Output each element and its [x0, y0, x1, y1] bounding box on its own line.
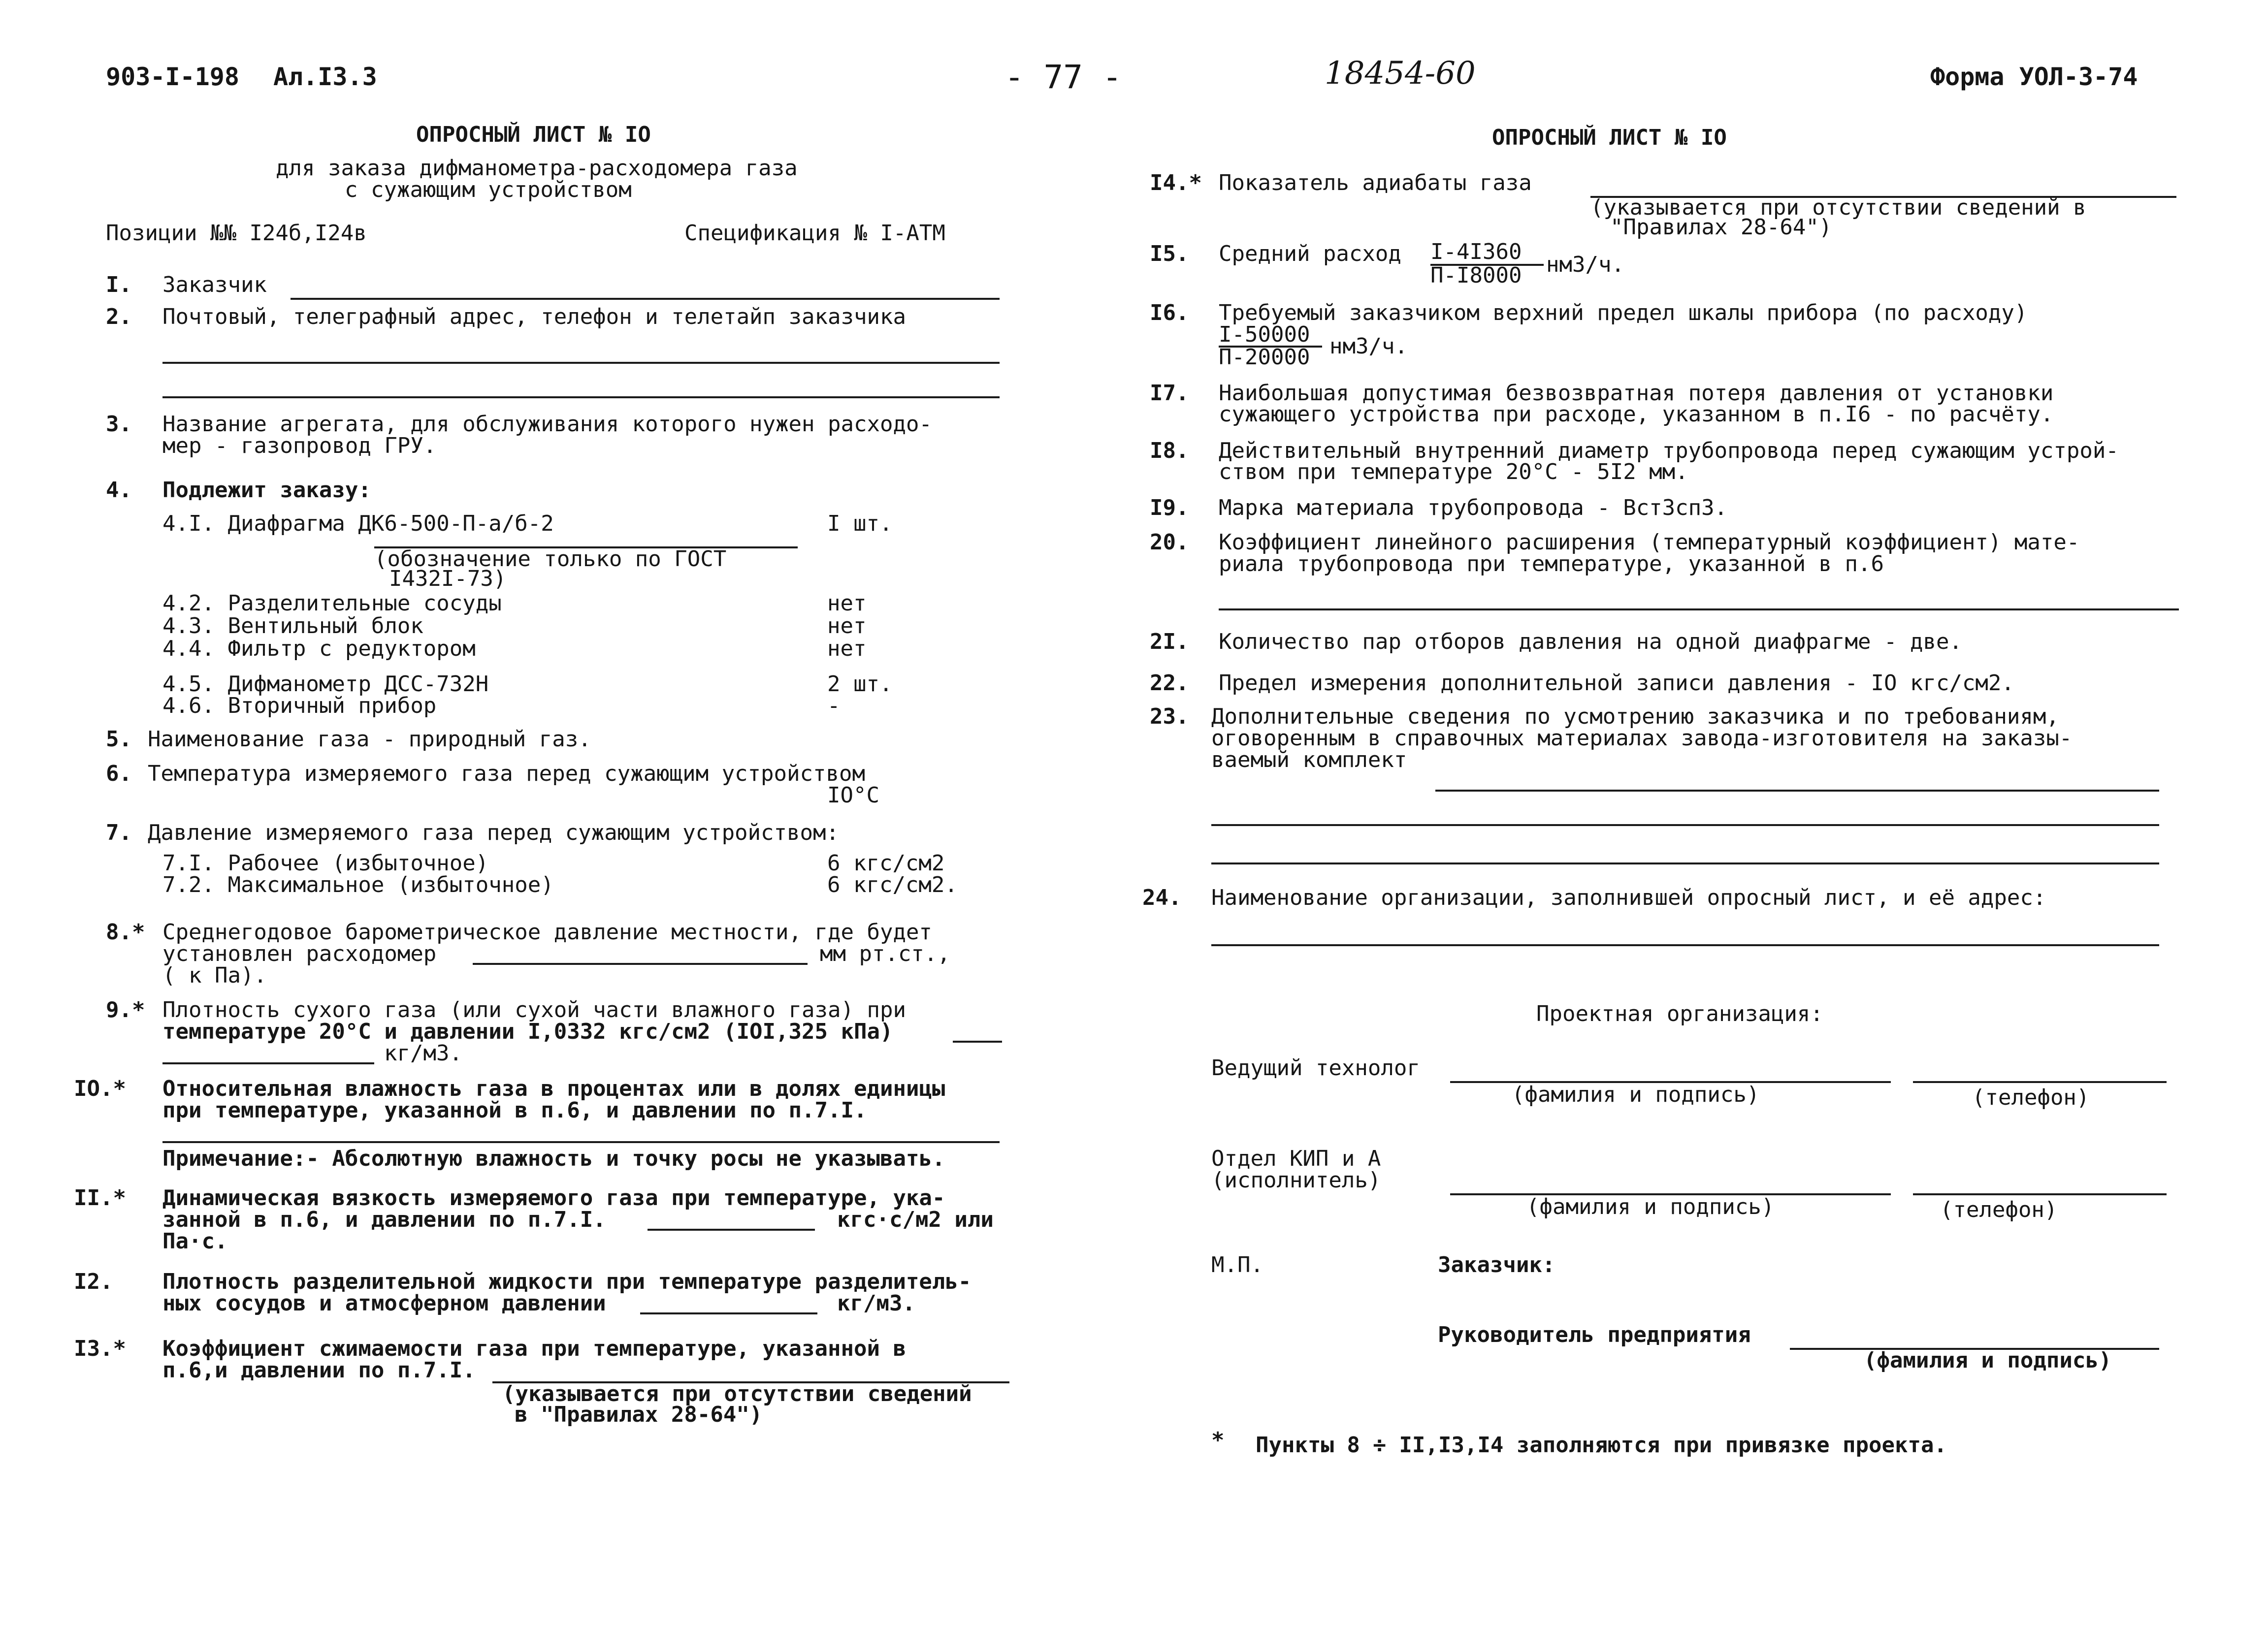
item-23-fill-line-1: [1435, 790, 2159, 792]
item-20-line-1: Коэффициент линейного расширения (температурный коэффициент) мате-: [1219, 530, 2080, 555]
item-1-fill-line: [291, 298, 1000, 300]
project-org: Проектная организация:: [1536, 1001, 1823, 1026]
item-19-number: I9.: [1150, 495, 1189, 520]
item-23-line-2: оговоренным в справочных материалах завода-изготовителя на заказы-: [1211, 726, 2073, 751]
item-4-1-label: 4.I. Диафрагма ДК6-500-П-а/б-2: [162, 511, 554, 536]
item-15-value-1: I-4I360: [1430, 239, 1522, 264]
item-16-number: I6.: [1150, 300, 1189, 325]
item-10-line-1: Относительная влажность газа в процентах или в долях единицы: [162, 1076, 945, 1101]
item-17-number: I7.: [1150, 381, 1189, 406]
item-4-2-qty: нет: [827, 591, 867, 616]
item-22-text: Предел измерения дополнительной записи давления - IO кгс/см2.: [1219, 670, 2014, 696]
item-6-value: IO°C: [827, 783, 879, 808]
item-10-number: IO.*: [74, 1076, 126, 1101]
item-20-fill-line: [1219, 608, 2179, 610]
item-7-1-label: 7.I. Рабочее (избыточное): [162, 851, 489, 876]
item-15-number: I5.: [1150, 241, 1189, 266]
item-3-number: 3.: [106, 412, 132, 437]
item-10-fill-line: [162, 1141, 1000, 1143]
item-16-text: Требуемый заказчиком верхний предел шкалы прибора (по расходу): [1219, 300, 2028, 325]
item-5-number: 5.: [106, 727, 132, 752]
item-9-number: 9.*: [106, 997, 145, 1022]
item-3-line-2: мер - газопровод ГРУ.: [162, 433, 437, 458]
item-12-line-1: Плотность разделительной жидкости при температуре разделитель-: [162, 1269, 972, 1294]
lead-tech-name-caption: (фамилия и подпись): [1512, 1082, 1760, 1107]
head-name-caption: (фамилия и подпись): [1864, 1348, 2112, 1373]
head-of-company: Руководитель предприятия: [1438, 1322, 1751, 1347]
dept-kip: Отдел КИП и А: [1211, 1146, 1381, 1171]
item-4-6-qty: -: [827, 693, 841, 718]
item-9-fill-line-2: [162, 1062, 374, 1064]
item-13-number: I3.*: [74, 1336, 126, 1361]
item-4-3-label: 4.3. Вентильный блок: [162, 613, 423, 638]
item-23-line-3: ваемый комплект: [1211, 747, 1407, 772]
item-2-fill-line-2: [162, 396, 1000, 398]
lead-tech-phone-caption: (телефон): [1972, 1085, 2090, 1110]
item-12-number: I2.: [74, 1269, 113, 1294]
item-11-fill-line: [648, 1229, 815, 1231]
item-4-2-label: 4.2. Разделительные сосуды: [162, 591, 502, 616]
item-10-line-2: при температуре, указанной в п.6, и давлении по п.7.I.: [162, 1098, 867, 1123]
item-4-number: 4.: [106, 478, 132, 503]
item-13-note-2: в "Правилах 28-64"): [515, 1402, 763, 1427]
item-7-2-label: 7.2. Максимальное (избыточное): [162, 872, 554, 897]
item-4-1-note-1: (обозначение только по ГОСТ: [374, 546, 727, 572]
item-2-text: Почтовый, телеграфный адрес, телефон и телетайп заказчика: [162, 304, 906, 329]
item-12-line-2b: кг/м3.: [837, 1291, 915, 1316]
item-1-number: I.: [106, 272, 132, 297]
item-13-line-1: Коэффициент сжимаемости газа при температуре, указанной в: [162, 1336, 906, 1361]
item-8-number: 8.*: [106, 920, 145, 945]
item-14-note-1: (указывается при отсутствии сведений в: [1590, 195, 2086, 220]
item-15-text: Средний расход: [1219, 241, 1401, 266]
item-13-note-1: (указывается при отсутствии сведений: [502, 1381, 972, 1406]
item-12-fill-line: [640, 1312, 817, 1314]
item-23-line-1: Дополнительные сведения по усмотрению заказчика и по требованиям,: [1211, 704, 2059, 729]
item-8-line-2a: установлен расходомер: [162, 941, 437, 966]
item-11-number: II.*: [74, 1185, 126, 1211]
sheet-number: Ал.I3.3: [273, 63, 377, 91]
left-title: ОПРОСНЫЙ ЛИСТ № IO: [416, 122, 651, 147]
item-18-number: I8.: [1150, 438, 1189, 463]
item-21-text: Количество пар отборов давления на одной диафрагме - две.: [1219, 629, 1962, 654]
item-15-unit: нм3/ч.: [1546, 252, 1624, 277]
item-5-text: Наименование газа - природный газ.: [148, 727, 591, 752]
item-15-value-2: П-I8000: [1430, 263, 1522, 288]
item-14-text: Показатель адиабаты газа: [1219, 170, 1532, 195]
dept-phone-line: [1913, 1193, 2167, 1195]
item-1-text: Заказчик: [162, 272, 267, 297]
left-subtitle-1: для заказа дифманометра-расходомера газа: [276, 156, 798, 181]
doc-code: 903-I-198: [106, 63, 239, 91]
customer-label: Заказчик:: [1438, 1252, 1555, 1277]
item-4-4-label: 4.4. Фильтр с редуктором: [162, 636, 476, 661]
item-4-6-label: 4.6. Вторичный прибор: [162, 693, 437, 718]
item-16-value-2: П-20000: [1219, 345, 1310, 370]
item-24-text: Наименование организации, заполнившей опросный лист, и её адрес:: [1211, 885, 2046, 910]
item-8-line-3: ( к Па).: [162, 963, 267, 988]
form-code: Форма УОЛ-3-74: [1930, 63, 2138, 91]
item-4-text: Подлежит заказу:: [162, 478, 371, 503]
dept-name-caption: (фамилия и подпись): [1526, 1194, 1775, 1219]
item-4-5-label: 4.5. Дифманометр ДСС-732Н: [162, 671, 489, 697]
item-24-fill-line: [1211, 944, 2159, 946]
item-23-fill-line-2: [1211, 824, 2159, 826]
positions: Позиции №№ I24б,I24в: [106, 221, 367, 246]
item-11-line-2b: кгс·с/м2 или: [837, 1207, 994, 1232]
item-20-number: 20.: [1150, 530, 1189, 555]
item-8-line-2b: мм рт.ст.,: [820, 941, 950, 966]
item-12-line-2a: ных сосудов и атмосферном давлении: [162, 1291, 606, 1316]
item-7-2-value: 6 кгс/см2.: [827, 872, 958, 897]
lead-tech-phone-line: [1913, 1081, 2167, 1083]
item-13-line-2: п.6,и давлении по п.7.I.: [162, 1358, 476, 1383]
item-4-5-qty: 2 шт.: [827, 671, 893, 697]
item-3-line-1: Название агрегата, для обслуживания которого нужен расходо-: [162, 412, 932, 437]
lead-technologist: Ведущий технолог: [1211, 1055, 1420, 1081]
item-16-value-1: I-50000: [1219, 322, 1310, 347]
stamp-place: М.П.: [1211, 1252, 1264, 1277]
footnote-asterisk: *: [1211, 1428, 1225, 1453]
item-9-line-2: температуре 20°С и давлении I,0332 кгс/см2 (IOI,325 кПа): [162, 1019, 893, 1044]
item-14-note-2: "Правилах 28-64"): [1610, 215, 1832, 240]
dept-executor: (исполнитель): [1211, 1168, 1381, 1193]
item-2-number: 2.: [106, 304, 132, 329]
item-9-line-1: Плотность сухого газа (или сухой части влажного газа) при: [162, 997, 906, 1022]
item-9-line-3: кг/м3.: [384, 1041, 462, 1066]
item-24-number: 24.: [1142, 885, 1182, 910]
item-23-fill-line-3: [1211, 862, 2159, 864]
item-4-1-note-2: I432I-73): [389, 566, 507, 591]
item-17-line-2: сужающего устройства при расходе, указанном в п.I6 - по расчёту.: [1219, 402, 2054, 427]
left-subtitle-2: с сужающим устройством: [345, 177, 632, 202]
page-number: - 77 -: [1004, 58, 1122, 96]
item-19-text: Марка материала трубопровода - ВстЗсп3.: [1219, 495, 1728, 520]
item-22-number: 22.: [1150, 670, 1189, 696]
item-4-1-qty: I шт.: [827, 511, 893, 536]
item-7-number: 7.: [106, 820, 132, 845]
item-8-fill-line: [473, 963, 808, 965]
item-14-number: I4.*: [1150, 170, 1202, 195]
item-18-line-2: ством при температуре 20°С - 5I2 мм.: [1219, 459, 1688, 484]
dept-phone-caption: (телефон): [1940, 1197, 2058, 1222]
handwritten-number: 18454-60: [1325, 55, 1476, 92]
item-6-number: 6.: [106, 761, 132, 786]
item-2-fill-line-1: [162, 362, 1000, 364]
item-17-line-1: Наибольшая допустимая безвозвратная потеря давления от установки: [1219, 381, 2054, 406]
item-16-unit: нм3/ч.: [1329, 334, 1408, 359]
item-8-line-1: Среднегодовое барометрическое давление местности, где будет: [162, 920, 932, 945]
item-11-line-1: Динамическая вязкость измеряемого газа при температуре, ука-: [162, 1185, 945, 1211]
item-4-4-qty: нет: [827, 636, 867, 661]
item-23-number: 23.: [1150, 704, 1189, 729]
item-11-line-3: Па·с.: [162, 1229, 228, 1254]
item-20-line-2: риала трубопровода при температуре, указанной в п.6: [1219, 551, 1884, 576]
footnote: Пункты 8 ÷ II,I3,I4 заполняются при привязке проекта.: [1256, 1433, 1947, 1458]
item-21-number: 2I.: [1150, 629, 1189, 654]
note: Примечание:- Абсолютную влажность и точку росы не указывать.: [162, 1146, 945, 1171]
item-9-fill-line-1: [953, 1041, 1002, 1043]
item-11-line-2a: занной в п.6, и давлении по п.7.I.: [162, 1207, 606, 1232]
item-7-text: Давление измеряемого газа перед сужающим устройством:: [148, 820, 839, 845]
item-18-line-1: Действительный внутренний диаметр трубопровода перед сужающим устрой-: [1219, 438, 2119, 463]
item-6-text: Температура измеряемого газа перед сужающим устройством: [148, 761, 865, 786]
item-4-3-qty: нет: [827, 613, 867, 638]
item-7-1-value: 6 кгс/см2: [827, 851, 945, 876]
right-title: ОПРОСНЫЙ ЛИСТ № IO: [1492, 125, 1727, 150]
specification: Спецификация № I-АТМ: [684, 221, 945, 246]
